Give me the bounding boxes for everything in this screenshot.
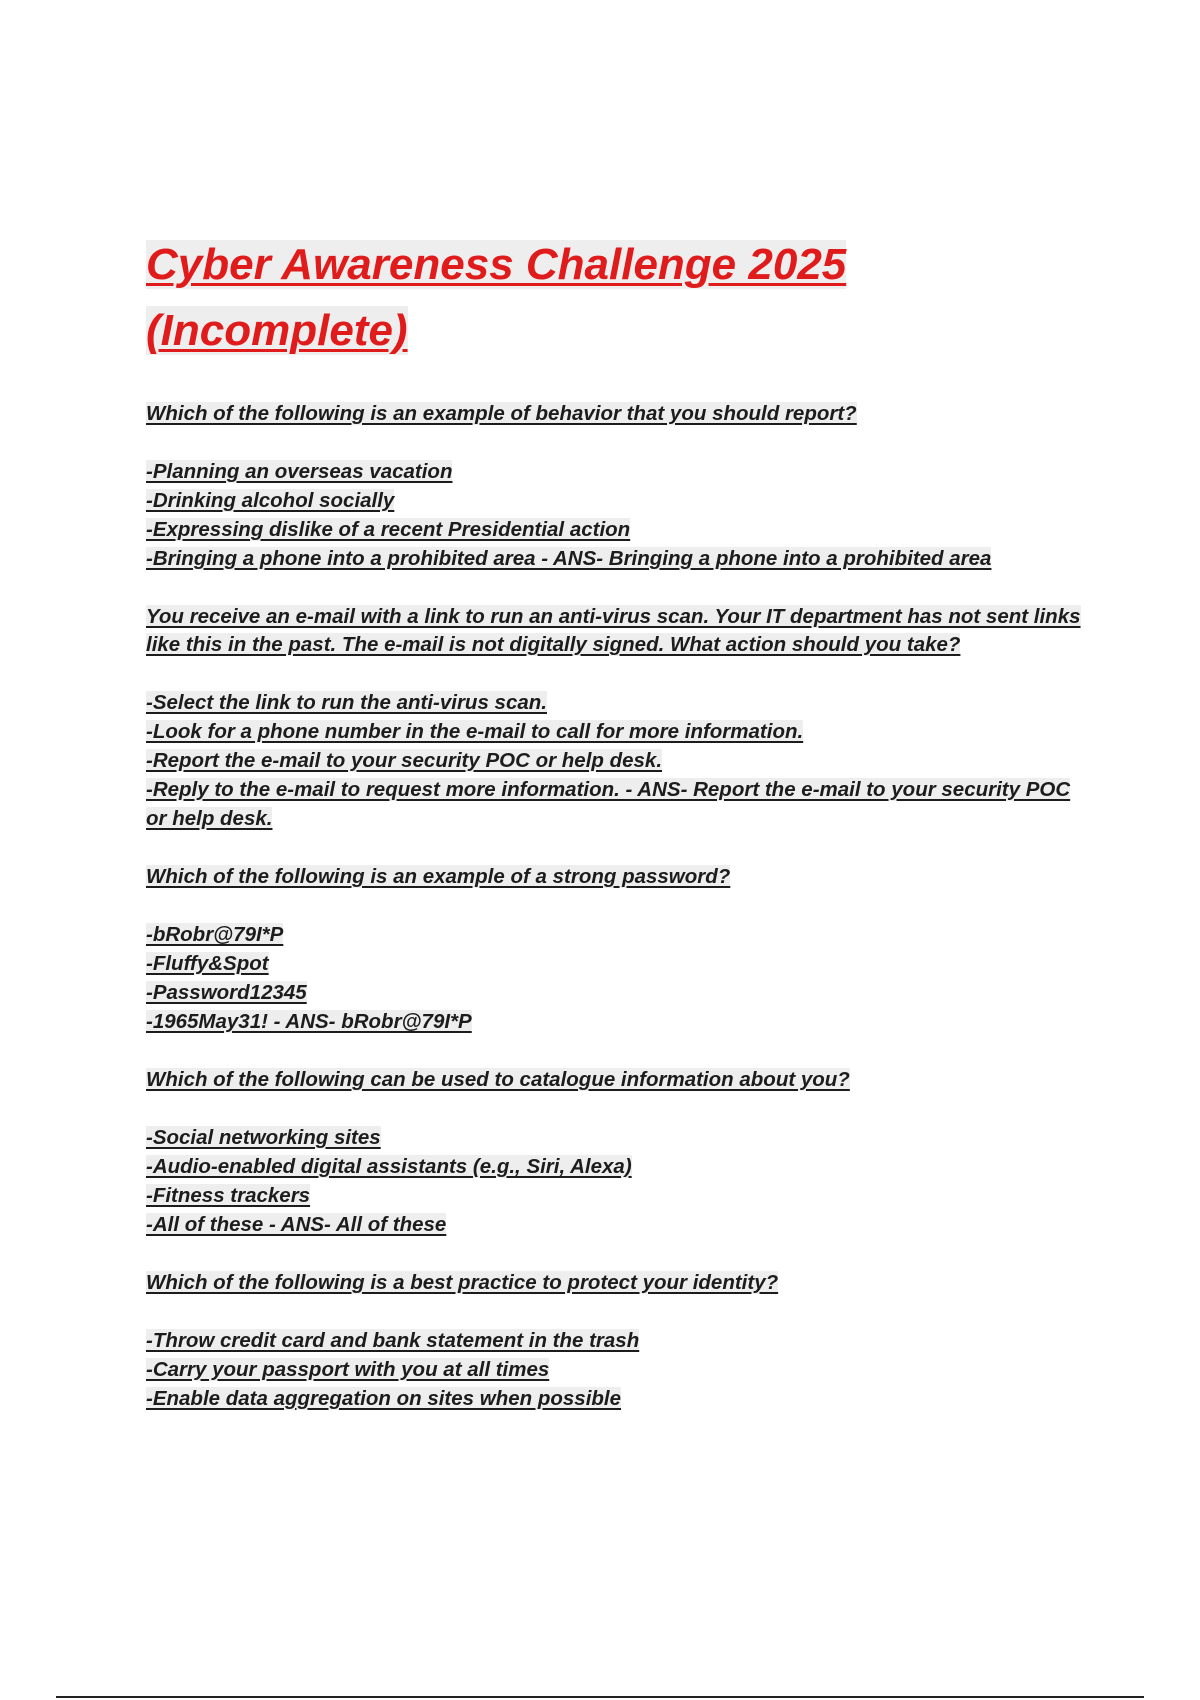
answer-options bbox=[146, 1326, 1086, 1413]
answer-option-text: -Look for a phone number in the e-mail to call for more information. bbox=[146, 720, 804, 743]
question-text bbox=[146, 863, 1086, 891]
answer-option bbox=[146, 775, 1086, 833]
question-text bbox=[146, 603, 1086, 659]
answer-options bbox=[146, 920, 1086, 1036]
answer-option-text: -Select the link to run the anti-virus scan. bbox=[146, 691, 547, 714]
answer-option bbox=[146, 1007, 1086, 1036]
answer-option bbox=[146, 978, 1086, 1007]
answer-option-text: -Planning an overseas vacation bbox=[146, 460, 453, 483]
question-block-5 bbox=[146, 1269, 1086, 1413]
answer-option-text: -Password12345 bbox=[146, 981, 307, 1004]
answer-options bbox=[146, 688, 1086, 833]
answer-options bbox=[146, 457, 1086, 573]
answer-option bbox=[146, 515, 1086, 544]
answer-option-text: -All of these - ANS- All of these bbox=[146, 1213, 447, 1236]
answer-option-text: -Enable data aggregation on sites when possible bbox=[146, 1387, 622, 1410]
answer-option-text: -1965May31! - ANS- bRobr@79I*P bbox=[146, 1010, 472, 1033]
answer-option-text: -Fitness trackers bbox=[146, 1184, 311, 1207]
answer-option bbox=[146, 746, 1086, 775]
question-text bbox=[146, 400, 1086, 428]
answer-option bbox=[146, 1123, 1086, 1152]
answer-option bbox=[146, 1384, 1086, 1413]
question-block-1 bbox=[146, 400, 1086, 573]
document-title bbox=[146, 232, 1086, 364]
answer-option bbox=[146, 1210, 1086, 1239]
footer-divider bbox=[56, 1696, 1144, 1698]
question-text-span: You receive an e-mail with a link to run an anti-virus scan. Your IT department has not sent links like this in the past. The e-mail is not digitally signed. What action should you take? bbox=[146, 605, 1081, 656]
answer-option bbox=[146, 920, 1086, 949]
question-text bbox=[146, 1066, 1086, 1094]
answer-option bbox=[146, 457, 1086, 486]
answer-option-text: -Social networking sites bbox=[146, 1126, 381, 1149]
answer-option bbox=[146, 486, 1086, 515]
answer-option bbox=[146, 544, 1086, 573]
answer-option-text: -Drinking alcohol socially bbox=[146, 489, 395, 512]
answer-options bbox=[146, 1123, 1086, 1239]
answer-option-text: -Expressing dislike of a recent Presidential action bbox=[146, 518, 631, 541]
answer-option-text: -Throw credit card and bank statement in the trash bbox=[146, 1329, 640, 1352]
answer-option bbox=[146, 1355, 1086, 1384]
question-text-span: Which of the following is a best practice to protect your identity? bbox=[146, 1271, 779, 1294]
question-block-2 bbox=[146, 603, 1086, 833]
answer-option bbox=[146, 1152, 1086, 1181]
question-text-span: Which of the following is an example of behavior that you should report? bbox=[146, 402, 857, 425]
question-block-4 bbox=[146, 1066, 1086, 1239]
answer-option-text: -bRobr@79I*P bbox=[146, 923, 284, 946]
question-text-span: Which of the following is an example of a strong password? bbox=[146, 865, 731, 888]
answer-option bbox=[146, 717, 1086, 746]
question-block-3 bbox=[146, 863, 1086, 1036]
question-text bbox=[146, 1269, 1086, 1297]
document-title-text: Cyber Awareness Challenge 2025 (Incomplete) bbox=[146, 240, 847, 355]
answer-option-text: -Fluffy&Spot bbox=[146, 952, 269, 975]
document-content bbox=[146, 232, 1086, 1443]
answer-option bbox=[146, 949, 1086, 978]
answer-option bbox=[146, 1181, 1086, 1210]
answer-option-text: -Bringing a phone into a prohibited area - ANS- Bringing a phone into a prohibited area bbox=[146, 547, 992, 570]
answer-option-text: -Audio-enabled digital assistants (e.g., Siri, Alexa) bbox=[146, 1155, 632, 1178]
answer-option-text: -Carry your passport with you at all times bbox=[146, 1358, 550, 1381]
answer-option-text: -Report the e-mail to your security POC or help desk. bbox=[146, 749, 663, 772]
question-text-span: Which of the following can be used to catalogue information about you? bbox=[146, 1068, 850, 1091]
answer-option bbox=[146, 1326, 1086, 1355]
answer-option-text: -Reply to the e-mail to request more information. - ANS- Report the e-mail to your security POC or help desk. bbox=[146, 778, 1071, 830]
answer-option bbox=[146, 688, 1086, 717]
